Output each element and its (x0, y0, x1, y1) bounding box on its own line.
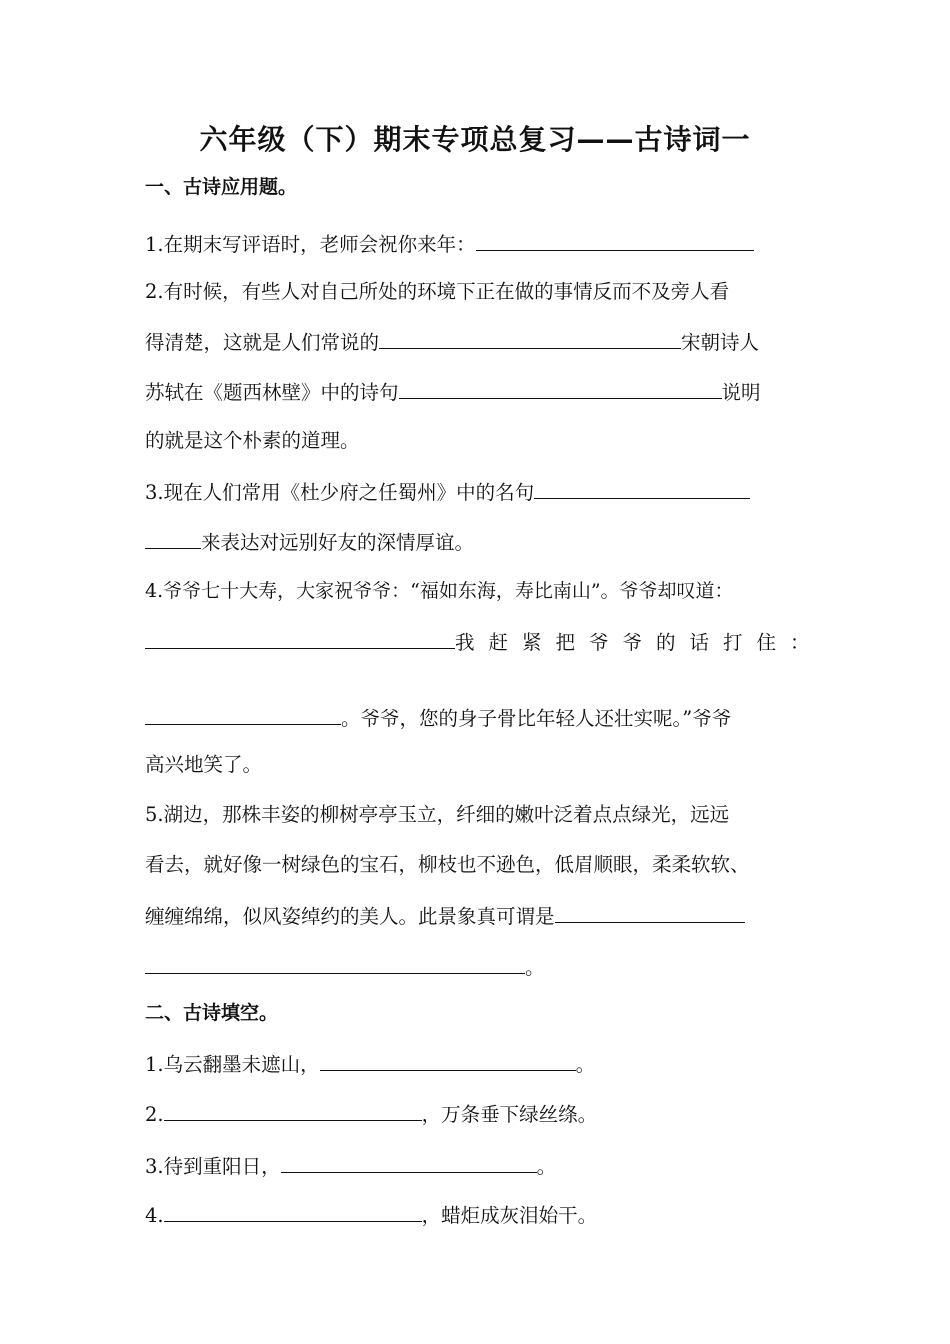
question-text: 我赶紧把爷爷的话打住： (455, 631, 824, 654)
answer-blank[interactable] (145, 626, 455, 649)
question-text: 缠缠绵绵，似风姿绰约的美人。此景象真可谓是 (145, 905, 555, 928)
section-heading-2: 二、古诗填空。 (145, 1002, 279, 1024)
question-1-5-line-2: 看去，就好像一树绿色的宝石，柳枝也不逊色，低眉顺眼，柔柔软软、 (145, 853, 750, 876)
question-1-4-line-1: 4.爷爷七十大寿，大家祝爷爷：“福如东海，寿比南山”。爷爷却叹道： (145, 580, 734, 602)
answer-blank[interactable] (164, 1098, 422, 1121)
question-text: 。 (536, 1155, 557, 1178)
answer-blank[interactable] (379, 326, 681, 349)
question-text: 。 (525, 956, 545, 979)
question-text: 。爷爷，您的身子骨比年轻人还壮实呢。”爷爷 (341, 707, 732, 730)
question-text: 2. (145, 1103, 164, 1126)
question-text: 苏轼在《题西林壁》中的诗句 (145, 381, 399, 404)
question-1-5-line-1: 5.湖边，那株丰姿的柳树亭亭玉立，纤细的嫩叶泛着点点绿光，远远 (145, 803, 730, 826)
answer-blank[interactable] (534, 476, 750, 499)
answer-blank[interactable] (555, 900, 745, 923)
question-1-2-line-3 (145, 376, 807, 408)
answer-blank[interactable] (320, 1048, 576, 1071)
question-text: ，蜡炬成灰泪始干。 (421, 1204, 598, 1227)
question-1-2-line-2 (145, 326, 807, 358)
question-text: 来表达对远别好友的深情厚谊。 (201, 531, 475, 554)
question-text: 宋朝诗人 (681, 331, 760, 354)
question-text: ，万条垂下绿丝绦。 (421, 1103, 598, 1126)
question-2-4 (145, 1199, 807, 1231)
question-2-3 (145, 1150, 807, 1182)
question-1-2-line-1: 2.有时候，有些人对自己所处的环境下正在做的事情反而不及旁人看 (145, 280, 730, 303)
question-1-4-line-3 (145, 702, 807, 734)
question-1-5-line-3 (145, 900, 807, 932)
answer-blank[interactable] (145, 702, 341, 725)
question-1-2-line-4: 的就是这个朴素的道理。 (145, 429, 360, 452)
question-text: 得清楚，这就是人们常说的 (145, 331, 380, 354)
question-1-4-line-4: 高兴地笑了。 (145, 753, 263, 776)
question-text: 说明 (721, 381, 761, 404)
question-text: 4. (145, 1204, 164, 1227)
question-1-1 (145, 228, 807, 260)
answer-blank[interactable] (476, 228, 754, 251)
answer-blank[interactable] (281, 1150, 537, 1173)
answer-blank[interactable] (145, 951, 525, 974)
question-2-1 (145, 1048, 807, 1080)
question-1-3-line-2 (145, 526, 807, 558)
question-text: 1.在期末写评语时，老师会祝你来年： (145, 233, 476, 256)
question-text: 1.乌云翻墨未遮山， (145, 1053, 320, 1076)
page-title: 六年级（下）期末专项总复习——古诗词一 (199, 123, 751, 156)
question-1-5-line-4 (145, 951, 807, 983)
question-text: 3.待到重阳日， (145, 1155, 281, 1178)
answer-blank[interactable] (399, 376, 722, 399)
question-2-2 (145, 1098, 807, 1130)
question-text: 3.现在人们常用《杜少府之任蜀州》中的名句 (145, 481, 535, 504)
question-1-4-line-2 (145, 626, 824, 658)
answer-blank[interactable] (164, 1199, 422, 1222)
section-heading-1: 一、古诗应用题。 (145, 176, 298, 198)
question-1-3-line-1 (145, 476, 807, 508)
answer-blank[interactable] (145, 526, 201, 549)
question-text: 。 (575, 1053, 596, 1076)
